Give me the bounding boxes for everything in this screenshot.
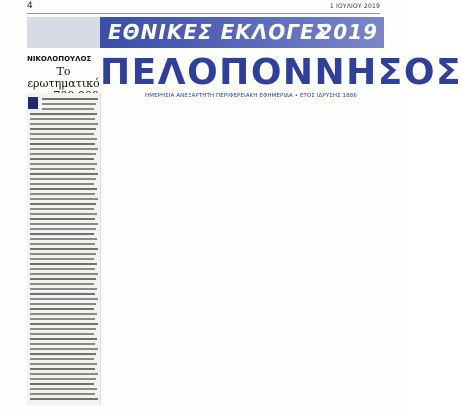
article-text-line <box>30 323 98 325</box>
article-text-line <box>30 268 95 270</box>
article-text-line <box>30 333 94 335</box>
article-text-line <box>30 228 96 230</box>
article-text-line <box>30 193 95 195</box>
article-text-line <box>42 108 94 110</box>
article-text-line <box>30 243 95 245</box>
article-text-line <box>30 393 95 395</box>
article-text-line <box>30 278 96 280</box>
article-text-line <box>30 293 95 295</box>
article-text-line <box>30 343 95 345</box>
article-text-line <box>30 248 98 250</box>
article-text-line <box>30 143 95 145</box>
headline-line-1: Το ερωτηματικό <box>27 65 100 90</box>
article-text-line <box>30 223 98 225</box>
article-text-line <box>30 133 94 135</box>
banner-text: ΕΘΝΙΚΕΣ ΕΚΛΟΓΕΣ <box>108 20 330 44</box>
article-text-line <box>30 113 97 115</box>
article-text-line <box>30 153 96 155</box>
article-text-line <box>30 238 97 240</box>
article-text-line <box>30 123 98 125</box>
article-text-line <box>30 208 94 210</box>
top-rule <box>27 13 380 14</box>
article-text-line <box>30 263 97 265</box>
elections-banner <box>100 17 384 48</box>
article-text-line <box>30 383 94 385</box>
article-text-line <box>30 398 98 400</box>
article-text-line <box>30 283 94 285</box>
article-text-line <box>30 203 96 205</box>
article-text-line <box>30 338 97 340</box>
article-text-line <box>42 98 98 100</box>
article-text-line <box>30 328 96 330</box>
article-text-line <box>30 118 95 120</box>
article-text-line <box>30 168 95 170</box>
article-text-line <box>30 173 98 175</box>
article-text-line <box>42 103 96 105</box>
article-text-line <box>30 258 94 260</box>
article-text-line <box>30 358 94 360</box>
masthead-subtitle: ΗΜΕΡΗΣΙΑ ΑΝΕΞΑΡΤΗΤΗ ΠΕΡΙΦΕΡΕΙΑΚΗ ΕΦΗΜΕΡΙΔΑ • ΕΤΟΣ ΙΔΡΥΣΗΣ 1886 <box>145 93 357 99</box>
article-text-line <box>30 303 96 305</box>
article-text-line <box>30 253 96 255</box>
article-text-line <box>30 213 97 215</box>
article-author: ΝΙΚΟΛΟΠΟΥΛΟΣ <box>27 55 92 63</box>
article-text-line <box>30 313 97 315</box>
drop-cap <box>28 97 38 109</box>
article-text-line <box>30 218 95 220</box>
article-text-line <box>30 348 98 350</box>
article-text-line <box>30 233 94 235</box>
issue-date: 1 ΙΟΥΛΙΟΥ 2019 <box>329 3 380 10</box>
article-text-line <box>30 308 94 310</box>
article-text-line <box>30 273 98 275</box>
article-text-line <box>30 378 96 380</box>
article-text-line <box>30 353 96 355</box>
article-text-line <box>30 198 98 200</box>
article-text-line <box>30 318 95 320</box>
article-text-line <box>30 373 98 375</box>
article-text-line <box>30 388 97 390</box>
masthead-title: ΠΕΛΟΠΟΝΝΗΣΟΣ <box>100 52 462 93</box>
article-text-line <box>30 298 98 300</box>
article-text-line <box>30 158 94 160</box>
article-text-line <box>30 183 94 185</box>
article-text-line <box>30 163 97 165</box>
article-text-line <box>30 188 97 190</box>
page-number: 4 <box>27 1 33 11</box>
article-text-line <box>30 128 96 130</box>
article-text-line <box>30 363 97 365</box>
article-text-line <box>30 148 98 150</box>
article-text-line <box>30 138 97 140</box>
banner-year: 2019 <box>318 20 378 44</box>
article-text-line <box>30 368 95 370</box>
article-text-line <box>30 288 97 290</box>
banner-left-panel <box>27 17 100 48</box>
article-text-line <box>30 178 96 180</box>
